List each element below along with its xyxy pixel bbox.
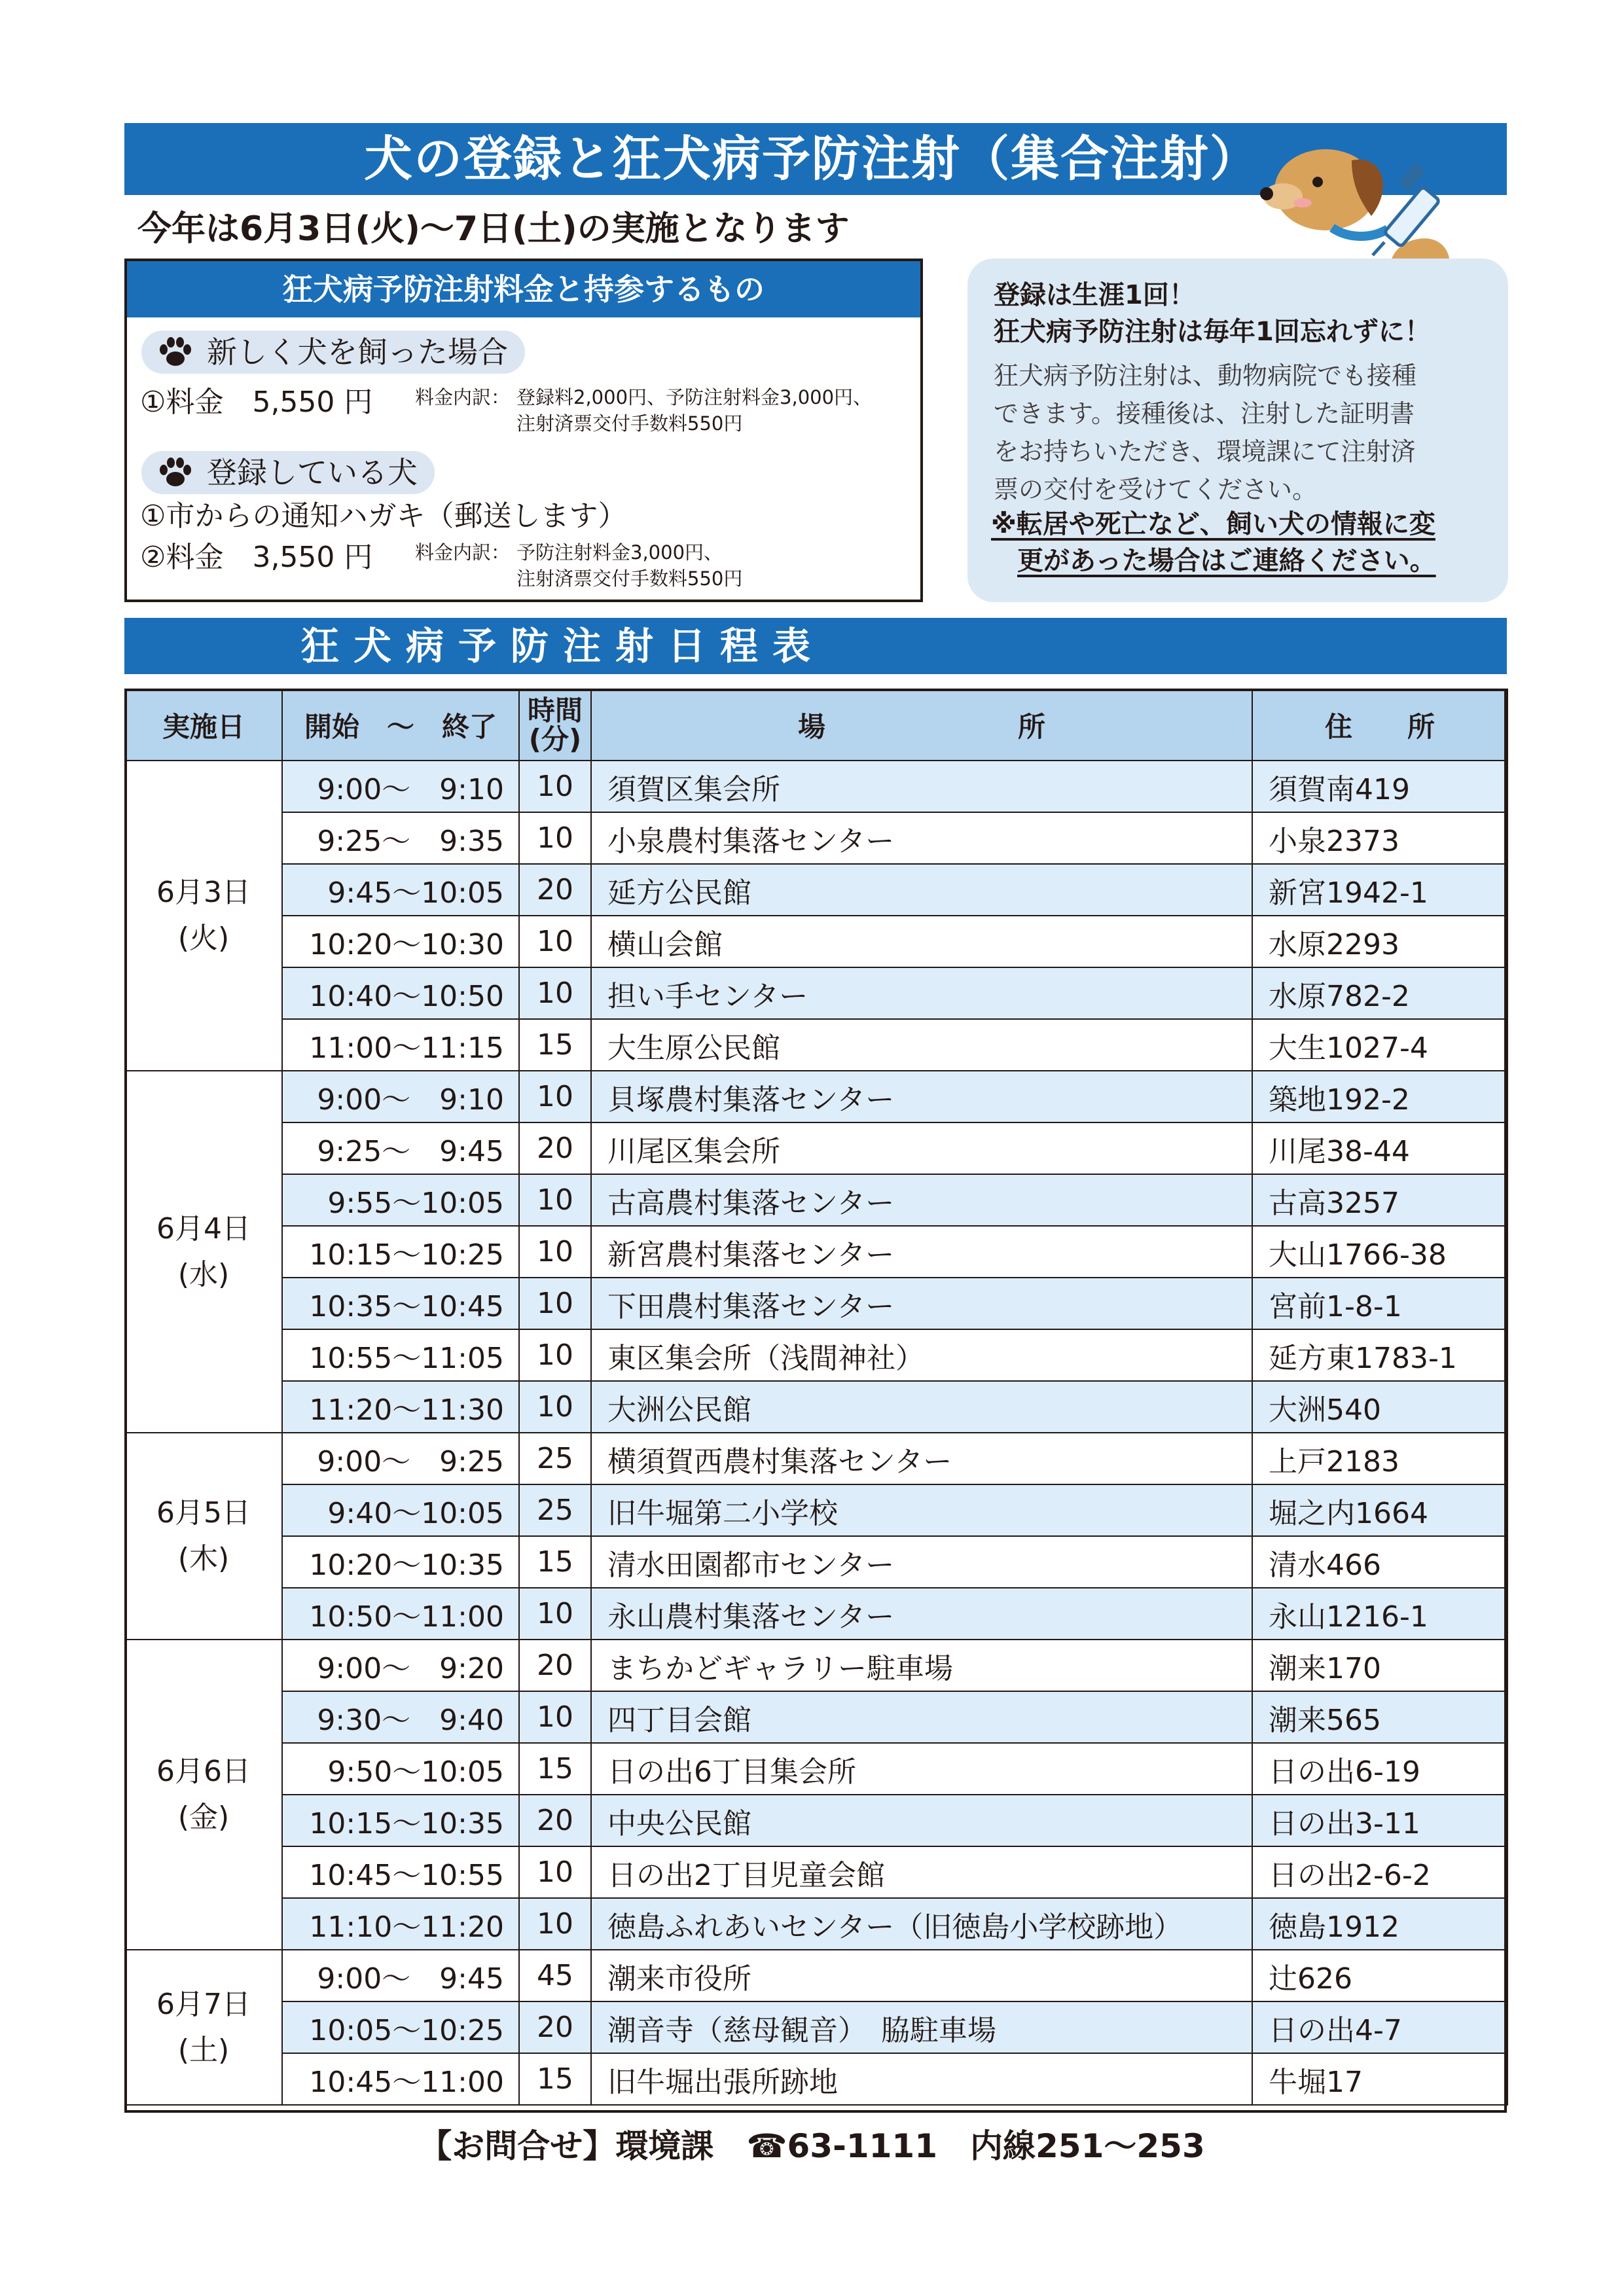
- table-row: [125, 1381, 1507, 1433]
- minutes-cell: 20: [519, 864, 591, 916]
- page-title: 犬の登録と狂犬病予防注射（集合注射）: [364, 131, 1259, 187]
- time-cell: 10:20～10:30: [282, 916, 519, 967]
- date-text: 6月5日: [156, 1496, 251, 1530]
- time-cell: 10:45～10:55: [282, 1846, 519, 1898]
- address-cell: 川尾38-44: [1252, 1122, 1507, 1174]
- address-cell: 大生1027-4: [1252, 1019, 1507, 1071]
- new-dog-label-text: 新しく犬を飼った場合: [207, 334, 508, 370]
- minutes-cell: 10: [519, 1588, 591, 1640]
- address-cell: 築地192-2: [1252, 1071, 1507, 1122]
- place-cell: 中央公民館: [591, 1795, 1252, 1846]
- table-row: [125, 1226, 1507, 1278]
- time-cell: 10:05～10:25: [282, 2001, 519, 2053]
- col-time-header: 開始 ～ 終了: [282, 689, 519, 761]
- address-cell: 潮来565: [1252, 1691, 1507, 1743]
- note-warning-1: ※転居や死亡など、飼い犬の情報に変: [991, 509, 1435, 539]
- minutes-cell: 10: [519, 812, 591, 864]
- day-of-week-text: (土): [177, 2033, 230, 2067]
- table-row: [125, 1795, 1507, 1846]
- minutes-cell: 10: [519, 1174, 591, 1226]
- table-row: [125, 1484, 1507, 1536]
- col-minutes-header: [519, 689, 591, 761]
- minutes-cell: 10: [519, 916, 591, 967]
- registered-dog-breakdown-line2: 注射済票交付手数料550円: [516, 567, 743, 590]
- place-cell: 潮音寺（慈母観音） 脇駐車場: [591, 2001, 1252, 2053]
- time-cell: 11:00～11:15: [282, 1019, 519, 1071]
- time-cell: 10:20～10:35: [282, 1536, 519, 1588]
- place-cell: 新宮農村集落センター: [591, 1226, 1252, 1278]
- minutes-cell: 10: [519, 967, 591, 1019]
- time-cell: 10:15～10:25: [282, 1226, 519, 1278]
- address-cell: 永山1216-1: [1252, 1588, 1507, 1640]
- place-cell: 旧牛堀出張所跡地: [591, 2053, 1252, 2105]
- registered-dog-label: [141, 451, 435, 494]
- time-cell: 10:35～10:45: [282, 1278, 519, 1329]
- col-date-header: 実施日: [125, 689, 282, 761]
- address-cell: 辻626: [1252, 1950, 1507, 2001]
- new-dog-label: [141, 331, 525, 374]
- note-warning-2: 更があった場合はご連絡ください。: [1017, 546, 1436, 576]
- minutes-cell: 25: [519, 1484, 591, 1536]
- address-cell: 日の出4-7: [1252, 2001, 1507, 2053]
- minutes-cell: 10: [519, 761, 591, 812]
- registration-note-box: [967, 259, 1508, 602]
- table-row: [125, 1691, 1507, 1743]
- fee-box-heading: 狂犬病予防注射料金と持参するもの: [127, 261, 920, 317]
- minutes-cell: 10: [519, 1691, 591, 1743]
- day-of-week-text: (木): [177, 1542, 230, 1575]
- table-row: [125, 1329, 1507, 1381]
- place-cell: 潮来市役所: [591, 1950, 1252, 2001]
- table-row: [125, 761, 1507, 812]
- time-cell: 9:00～ 9:20: [282, 1640, 519, 1691]
- time-cell: 9:45～10:05: [282, 864, 519, 916]
- time-cell: 9:25～ 9:45: [282, 1122, 519, 1174]
- table-row: [125, 1174, 1507, 1226]
- place-cell: 日の出2丁目児童会館: [591, 1846, 1252, 1898]
- time-cell: 9:40～10:05: [282, 1484, 519, 1536]
- table-row: [125, 864, 1507, 916]
- address-cell: 延方東1783-1: [1252, 1329, 1507, 1381]
- place-cell: 大生原公民館: [591, 1019, 1252, 1071]
- new-dog-breakdown-label: 料金内訳：: [415, 386, 511, 408]
- minutes-cell: 20: [519, 1122, 591, 1174]
- address-cell: 大山1766-38: [1252, 1226, 1507, 1278]
- address-cell: 牛堀17: [1252, 2053, 1507, 2105]
- minutes-cell: 25: [519, 1433, 591, 1484]
- address-cell: 水原2293: [1252, 916, 1507, 967]
- address-cell: 日の出2-6-2: [1252, 1846, 1507, 1898]
- registered-dog-label-text: 登録している犬: [207, 455, 418, 490]
- registered-dog-item1: ①市からの通知ハガキ（郵送します）: [140, 499, 627, 533]
- col-place-header: 場 所: [591, 689, 1252, 761]
- date-text: 6月4日: [156, 1211, 251, 1246]
- address-cell: 新宮1942-1: [1252, 864, 1507, 916]
- address-cell: 徳島1912: [1252, 1898, 1507, 1950]
- date-text: 6月3日: [156, 876, 251, 909]
- day-of-week-text: (水): [177, 1257, 230, 1291]
- place-cell: 大洲公民館: [591, 1381, 1252, 1433]
- address-cell: 古高3257: [1252, 1174, 1507, 1226]
- place-cell: 永山農村集落センター: [591, 1588, 1252, 1640]
- time-cell: 10:45～11:00: [282, 2053, 519, 2105]
- col-address-header: 住 所: [1252, 689, 1507, 761]
- table-row: [125, 1122, 1507, 1174]
- registered-dog-fee: ②料金 3,550 円: [140, 541, 373, 574]
- table-row: [125, 1433, 1507, 1484]
- table-row: [125, 1278, 1507, 1329]
- time-cell: 11:10～11:20: [282, 1898, 519, 1950]
- new-dog-breakdown-line2: 注射済票交付手数料550円: [516, 412, 743, 435]
- address-cell: 上戸2183: [1252, 1433, 1507, 1484]
- note-line: 狂犬病予防注射は、動物病院でも接種: [994, 361, 1417, 390]
- address-cell: 日の出6-19: [1252, 1743, 1507, 1795]
- table-row: [125, 967, 1507, 1019]
- date-cell: [125, 1071, 282, 1433]
- table-header-row: [125, 689, 1507, 761]
- note-line: をお持ちいただき、環境課にて注射済: [994, 437, 1416, 466]
- place-cell: 清水田園都市センター: [591, 1536, 1252, 1588]
- paw-icon: [157, 336, 194, 368]
- place-cell: 横須賀西農村集落センター: [591, 1433, 1252, 1484]
- note-bold-2: 狂犬病予防注射は毎年1回忘れずに！: [994, 317, 1431, 347]
- time-cell: 9:00～ 9:10: [282, 761, 519, 812]
- minutes-cell: 10: [519, 1226, 591, 1278]
- note-line: できます。接種後は、注射した証明書: [994, 399, 1415, 428]
- place-cell: 旧牛堀第二小学校: [591, 1484, 1252, 1536]
- minutes-cell: 10: [519, 1329, 591, 1381]
- address-cell: 宮前1-8-1: [1252, 1278, 1507, 1329]
- day-of-week-text: (金): [177, 1801, 230, 1834]
- place-cell: 川尾区集会所: [591, 1122, 1252, 1174]
- schedule-subtitle: 今年は6月3日(火)～7日(土)の実施となります: [137, 209, 850, 249]
- table-row: [125, 1019, 1507, 1071]
- new-dog-fee: ①料金 5,550 円: [140, 386, 373, 419]
- fee-info-box: [124, 259, 923, 602]
- place-cell: 古高農村集落センター: [591, 1174, 1252, 1226]
- time-cell: 9:30～ 9:40: [282, 1691, 519, 1743]
- table-row: [125, 1846, 1507, 1898]
- table-row: [125, 1898, 1507, 1950]
- col-minutes-header-line1: 時間: [527, 694, 583, 726]
- time-cell: 10:55～11:05: [282, 1329, 519, 1381]
- minutes-cell: 15: [519, 1536, 591, 1588]
- address-cell: 大洲540: [1252, 1381, 1507, 1433]
- time-cell: 9:55～10:05: [282, 1174, 519, 1226]
- table-row: [125, 2053, 1507, 2105]
- time-cell: 9:25～ 9:35: [282, 812, 519, 864]
- note-line: 票の交付を受けてください。: [994, 475, 1318, 504]
- paw-icon: [157, 457, 194, 488]
- place-cell: 小泉農村集落センター: [591, 812, 1252, 864]
- place-cell: まちかどギャラリー駐車場: [591, 1640, 1252, 1691]
- minutes-cell: 45: [519, 1950, 591, 2001]
- table-row: [125, 1743, 1507, 1795]
- place-cell: 延方公民館: [591, 864, 1252, 916]
- place-cell: 須賀区集会所: [591, 761, 1252, 812]
- place-cell: 貝塚農村集落センター: [591, 1071, 1252, 1122]
- minutes-cell: 10: [519, 1381, 591, 1433]
- minutes-cell: 20: [519, 2001, 591, 2053]
- minutes-cell: 15: [519, 2053, 591, 2105]
- minutes-cell: 10: [519, 1278, 591, 1329]
- table-row: [125, 2001, 1507, 2053]
- table-row: [125, 1071, 1507, 1122]
- date-cell: [125, 1640, 282, 1950]
- place-cell: 担い手センター: [591, 967, 1252, 1019]
- address-cell: 小泉2373: [1252, 812, 1507, 864]
- table-row: [125, 916, 1507, 967]
- schedule-banner: [124, 618, 1507, 674]
- address-cell: 堀之内1664: [1252, 1484, 1507, 1536]
- address-cell: 清水466: [1252, 1536, 1507, 1588]
- place-cell: 下田農村集落センター: [591, 1278, 1252, 1329]
- date-text: 6月7日: [156, 1987, 251, 2021]
- time-cell: 9:50～10:05: [282, 1743, 519, 1795]
- contact-footer: 【お問合せ】環境課 ☎63-1111 内線251～253: [419, 2127, 1205, 2165]
- minutes-cell: 10: [519, 1898, 591, 1950]
- time-cell: 11:20～11:30: [282, 1381, 519, 1433]
- time-cell: 10:50～11:00: [282, 1588, 519, 1640]
- time-cell: 10:15～10:35: [282, 1795, 519, 1846]
- minutes-cell: 10: [519, 1071, 591, 1122]
- note-bold-1: 登録は生涯1回！: [994, 280, 1195, 310]
- schedule-table: [124, 689, 1508, 2106]
- address-cell: 日の出3-11: [1252, 1795, 1507, 1846]
- time-cell: 9:00～ 9:25: [282, 1433, 519, 1484]
- place-cell: 東区集会所（浅間神社）: [591, 1329, 1252, 1381]
- table-row: [125, 1536, 1507, 1588]
- schedule-heading: 狂犬病予防注射日程表: [301, 624, 825, 668]
- date-cell: [125, 1950, 282, 2105]
- date-cell: [125, 761, 282, 1071]
- address-cell: 須賀南419: [1252, 761, 1507, 812]
- new-dog-breakdown-line1: 登録料2,000円、予防注射料金3,000円、: [516, 386, 873, 408]
- minutes-cell: 20: [519, 1795, 591, 1846]
- minutes-cell: 15: [519, 1019, 591, 1071]
- table-row: [125, 1950, 1507, 2001]
- place-cell: 四丁目会館: [591, 1691, 1252, 1743]
- col-minutes-header-line2: (分): [528, 723, 582, 755]
- registered-dog-breakdown-line1: 予防注射料金3,000円、: [516, 541, 723, 564]
- date-text: 6月6日: [156, 1755, 251, 1788]
- minutes-cell: 10: [519, 1846, 591, 1898]
- place-cell: 徳島ふれあいセンター（旧徳島小学校跡地）: [591, 1898, 1252, 1950]
- table-row: [125, 1640, 1507, 1691]
- registered-dog-breakdown-label: 料金内訳：: [415, 541, 511, 564]
- day-of-week-text: (火): [177, 922, 230, 955]
- place-cell: 日の出6丁目集会所: [591, 1743, 1252, 1795]
- table-row: [125, 812, 1507, 864]
- time-cell: 9:00～ 9:45: [282, 1950, 519, 2001]
- minutes-cell: 20: [519, 1640, 591, 1691]
- time-cell: 10:40～10:50: [282, 967, 519, 1019]
- address-cell: 潮来170: [1252, 1640, 1507, 1691]
- time-cell: 9:00～ 9:10: [282, 1071, 519, 1122]
- table-row: [125, 1588, 1507, 1640]
- minutes-cell: 15: [519, 1743, 591, 1795]
- address-cell: 水原782-2: [1252, 967, 1507, 1019]
- date-cell: [125, 1433, 282, 1640]
- place-cell: 横山会館: [591, 916, 1252, 967]
